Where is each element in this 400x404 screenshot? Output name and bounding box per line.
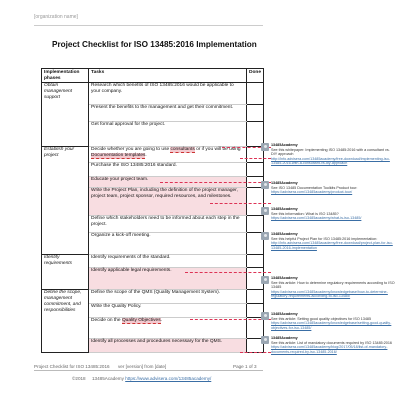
- column-header: Done: [247, 69, 264, 83]
- documentation-templates-commented-text[interactable]: Documentation templates: [91, 153, 146, 158]
- comment-balloon[interactable]: [271, 232, 396, 250]
- commenter-avatar-icon: [261, 181, 269, 189]
- comment-link[interactable]: https://advisera.com/13485academy/knowledgebase/setting-good-quality-objectives-for-iso-13485/: [271, 321, 392, 330]
- comment-connector: [240, 158, 271, 159]
- comment-balloon[interactable]: [271, 336, 396, 354]
- commenter-avatar-icon: [261, 207, 269, 215]
- done-checkbox[interactable]: [247, 163, 264, 177]
- column-header: Implementation phases: [42, 69, 89, 83]
- table-row: [42, 147, 264, 163]
- commenter-avatar-icon: [261, 312, 269, 320]
- comment-author: 13485Academy: [271, 143, 298, 147]
- task-cell[interactable]: Identify applicable legal requirements.: [89, 268, 247, 290]
- task-cell: Get formal approval for the project.: [89, 122, 247, 147]
- checklist-table: [41, 68, 264, 353]
- comment-text: See this article: Setting good quality objectives for ISO 13485: [271, 316, 372, 321]
- comment-connector: [210, 203, 271, 204]
- done-checkbox[interactable]: [247, 105, 264, 122]
- comment-author: 13485Academy: [271, 276, 298, 280]
- table-header-row: [42, 69, 264, 83]
- phase-cell: Obtain management support: [42, 83, 89, 147]
- phase-cell: Establish your project: [42, 147, 89, 255]
- task-cell: Purchase the ISO 13485:2016 standard.: [89, 163, 247, 177]
- commenter-avatar-icon: [261, 336, 269, 344]
- comment-connector: [190, 319, 271, 320]
- comment-balloon[interactable]: [271, 207, 396, 221]
- comment-balloon[interactable]: [271, 181, 396, 195]
- comment-connector: [240, 352, 271, 353]
- task-text-suffix: .: [160, 318, 162, 323]
- quality-objectives-commented-text[interactable]: Quality Objectives: [121, 318, 161, 323]
- task-cell: Identify requirements of the standard.: [89, 255, 247, 268]
- footer-divider: [34, 370, 263, 371]
- organization-name: [organization name]: [34, 14, 78, 20]
- task-cell: Organize a kick-off meeting.: [89, 233, 247, 255]
- comment-link[interactable]: https://advisera.com/13485academy/what-is-iso-13485/: [271, 216, 362, 221]
- comment-link[interactable]: https://advisera.com/13485academy/knowledgebase/how-to-determine-regulatory-requirements-according-to-iso-13485/: [271, 289, 388, 299]
- task-cell: Write the Quality Policy.: [89, 304, 247, 318]
- task-cell[interactable]: Educate your project team.: [89, 177, 247, 188]
- comment-text: See this helpful Project Plan for ISO 13485:2016 implementation:: [271, 236, 378, 241]
- comment-author: 13485Academy: [271, 181, 298, 185]
- task-cell: [89, 318, 247, 339]
- publisher-name: 13485Academy: [92, 376, 124, 381]
- comment-text: See this article: How to determine regulatory requirements according to ISO 13485: [271, 280, 395, 290]
- task-cell: Define which stakeholders need to be informed about each step in the project.: [89, 216, 247, 233]
- comment-author: 13485Academy: [271, 207, 298, 211]
- comment-connector: [160, 182, 271, 183]
- footer-doc-title: Project Checklist for ISO 13485:2016: [34, 364, 110, 369]
- commenter-avatar-icon: [261, 276, 269, 284]
- task-cell: Present the benefits to the management and get their commitment.: [89, 105, 247, 122]
- comment-balloon[interactable]: [271, 312, 396, 330]
- comment-balloon[interactable]: [271, 276, 396, 299]
- comment-link[interactable]: https://advisera.com/13485academy/product-tour/: [271, 190, 353, 195]
- commenter-avatar-icon: [261, 143, 269, 151]
- task-text-mid: or if you will be using: [194, 147, 241, 152]
- footer-version: ver [version] from [date]: [118, 364, 167, 369]
- task-text-suffix: .: [145, 153, 147, 158]
- comment-text: See this information: What is ISO 13485?: [271, 211, 339, 216]
- comment-balloon[interactable]: [271, 143, 396, 166]
- page-title: Project Checklist for ISO 13485:2016 Implementation: [52, 40, 257, 49]
- task-cell[interactable]: Identify all processes and procedures necessary for the QMS.: [89, 339, 247, 353]
- comment-text: See this whitepaper: Implementing ISO 13485:2016 with a consultant vs. DIY approach: [271, 147, 390, 157]
- comment-connector: [185, 272, 271, 273]
- table-row: [42, 255, 264, 268]
- done-checkbox[interactable]: [247, 290, 264, 304]
- comment-link[interactable]: http://info.advisera.com/13485academy/free-download/implementing-iso-13485-2016-with-a-consultant-vs-diy-approach: [271, 156, 390, 166]
- comment-author: 13485Academy: [271, 336, 298, 340]
- footer-page-number: Page 1 of 3: [233, 364, 257, 369]
- comment-text: See ISO 13485 Documentation Toolkits Product tour:: [271, 185, 358, 190]
- commenter-avatar-icon: [261, 232, 269, 240]
- publisher-url[interactable]: https://www.advisera.com/13485academy/: [125, 376, 212, 381]
- footer-copyright: [72, 376, 211, 381]
- comment-link[interactable]: https://advisera.com/13485academy/blog/2017/05/18/list-of-mandatory-documents-required-by-iso-13485-2016/: [271, 345, 388, 354]
- consultants-commented-text[interactable]: consultants: [170, 147, 195, 152]
- phase-cell: Identify requirements: [42, 255, 89, 290]
- copyright-year: ©2018: [72, 376, 86, 381]
- done-checkbox[interactable]: [247, 255, 264, 268]
- table-row: [42, 83, 264, 105]
- comment-text: See this article: List of mandatory documents required by ISO 13485:2016: [271, 340, 392, 345]
- comment-author: 13485Academy: [271, 232, 298, 236]
- task-text-prefix: Decide whether you are going to use: [91, 147, 171, 152]
- task-cell[interactable]: Write the Project Plan, including the definition of the project manager, project team, project sponsor, required resources, and milestones.: [89, 188, 247, 216]
- task-cell: Define the scope of the QMS (Quality Management System).: [89, 290, 247, 304]
- header-divider: [34, 25, 263, 26]
- task-cell: Research which benefits of ISO 13485:2016 would be applicable to your company.: [89, 83, 247, 105]
- done-checkbox[interactable]: [247, 216, 264, 233]
- phase-cell: Define the scope, management commitment, and responsibilities: [42, 290, 89, 353]
- table-row: [42, 290, 264, 304]
- column-header: Tasks: [89, 69, 247, 83]
- comment-author: 13485Academy: [271, 312, 298, 316]
- task-text-prefix: Decide on the: [91, 318, 122, 323]
- comment-link[interactable]: http://info.advisera.com/13485academy/free-download/project-plan-for-iso-13485-2016-implementation: [271, 241, 393, 250]
- task-cell: [89, 147, 247, 163]
- done-checkbox[interactable]: [247, 83, 264, 105]
